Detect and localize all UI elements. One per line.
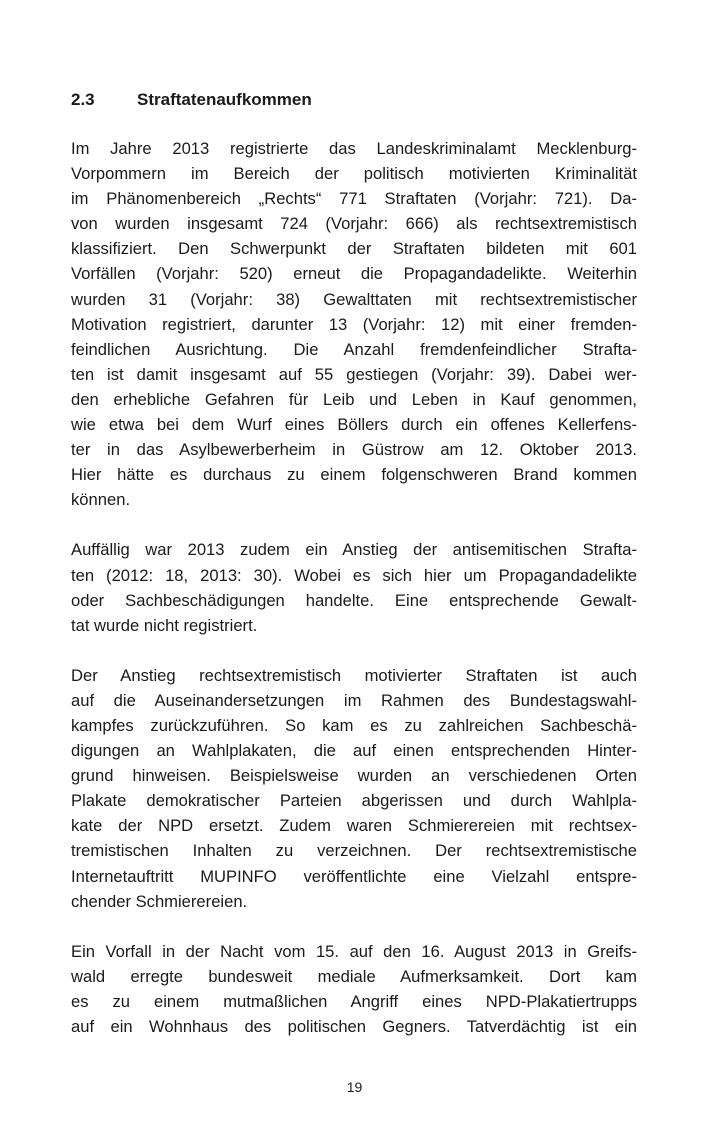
- text-line: ten (2012: 18, 2013: 30). Wobei es sich hier um Propagandadelikte: [71, 565, 637, 585]
- paragraph: [71, 663, 637, 914]
- text-line: Internetauftritt MUPINFO veröffentlichte eine Vielzahl entspre-: [71, 866, 637, 886]
- text-line: Im Jahre 2013 registrierte das Landeskriminalamt Mecklenburg-: [71, 139, 637, 158]
- text-line: kampfes zurückzuführen. So kam es zu zahlreichen Sachbeschä-: [71, 715, 637, 735]
- text-line: grund hinweisen. Beispielsweise wurden an verschiedenen Orten: [71, 766, 637, 786]
- paragraph: [71, 136, 637, 512]
- section-title: Straftatenaufkommen: [137, 90, 312, 109]
- page-number: 19: [346, 1079, 363, 1095]
- text-line: von wurden insgesamt 724 (Vorjahr: 666) als rechtsextremistisch: [71, 214, 637, 234]
- text-line: digungen an Wahlplakaten, die auf einen entsprechenden Hinter-: [71, 741, 637, 761]
- text-line: Auffällig war 2013 zudem ein Anstieg der antisemitischen Strafta-: [71, 540, 637, 560]
- text-line: auf ein Wohnhaus des politischen Gegners. Tatverdächtig ist ein: [71, 1017, 637, 1036]
- text-line: kate der NPD ersetzt. Zudem waren Schmierereien mit rechtsex-: [71, 816, 637, 836]
- text-line: Vorpommern im Bereich der politisch motivierten Kriminalität: [71, 164, 637, 184]
- text-line: wie etwa bei dem Wurf eines Böllers durch ein offenes Kellerfens-: [71, 415, 637, 435]
- paragraph: [71, 537, 637, 637]
- text-line: können.: [71, 490, 131, 510]
- text-line: feindlichen Ausrichtung. Die Anzahl fremdenfeindlicher Strafta-: [71, 339, 637, 359]
- paragraph: [71, 939, 637, 1039]
- text-line: tat wurde nicht registriert.: [71, 615, 258, 635]
- text-line: Ein Vorfall in der Nacht vom 15. auf den 16. August 2013 in Greifs-: [71, 941, 637, 961]
- text-line: oder Sachbeschädigungen handelte. Eine entsprechende Gewalt-: [71, 590, 637, 610]
- text-line: Motivation registriert, darunter 13 (Vorjahr: 12) mit einer fremden-: [71, 314, 637, 334]
- body-text: [71, 136, 637, 1039]
- text-line: Der Anstieg rechtsextremistisch motivierter Straftaten ist auch: [71, 665, 637, 685]
- text-line: den erhebliche Gefahren für Leib und Leben in Kauf genommen,: [71, 389, 637, 409]
- text-line: ter in das Asylbewerberheim in Güstrow am 12. Oktober 2013.: [71, 440, 637, 460]
- text-line: klassifiziert. Den Schwerpunkt der Straftaten bildeten mit 601: [71, 239, 637, 259]
- text-line: auf die Auseinandersetzungen im Rahmen des Bundestagswahl-: [71, 690, 637, 710]
- text-line: ten ist damit insgesamt auf 55 gestiegen (Vorjahr: 39). Dabei wer-: [71, 364, 637, 384]
- text-line: wald erregte bundesweit mediale Aufmerksamkeit. Dort kam: [71, 966, 637, 986]
- document-page: [71, 88, 637, 1064]
- text-line: es zu einem mutmaßlichen Angriff eines NPD-Plakatiertrupps: [71, 991, 637, 1011]
- text-line: Vorfällen (Vorjahr: 520) erneut die Propagandadelikte. Weiterhin: [71, 264, 637, 284]
- text-line: im Phänomenbereich „Rechts“ 771 Straftaten (Vorjahr: 721). Da-: [71, 189, 637, 209]
- text-line: tremistischen Inhalten zu verzeichnen. Der rechtsextremistische: [71, 841, 637, 861]
- section-heading: [71, 88, 637, 112]
- text-line: Hier hätte es durchaus zu einem folgenschweren Brand kommen: [71, 465, 637, 485]
- section-number: 2.3: [71, 90, 95, 109]
- text-line: Plakate demokratischer Parteien abgerissen und durch Wahlpla-: [71, 791, 637, 811]
- text-line: chender Schmierereien.: [71, 891, 248, 911]
- text-line: wurden 31 (Vorjahr: 38) Gewalttaten mit rechtsextremistischer: [71, 289, 637, 309]
